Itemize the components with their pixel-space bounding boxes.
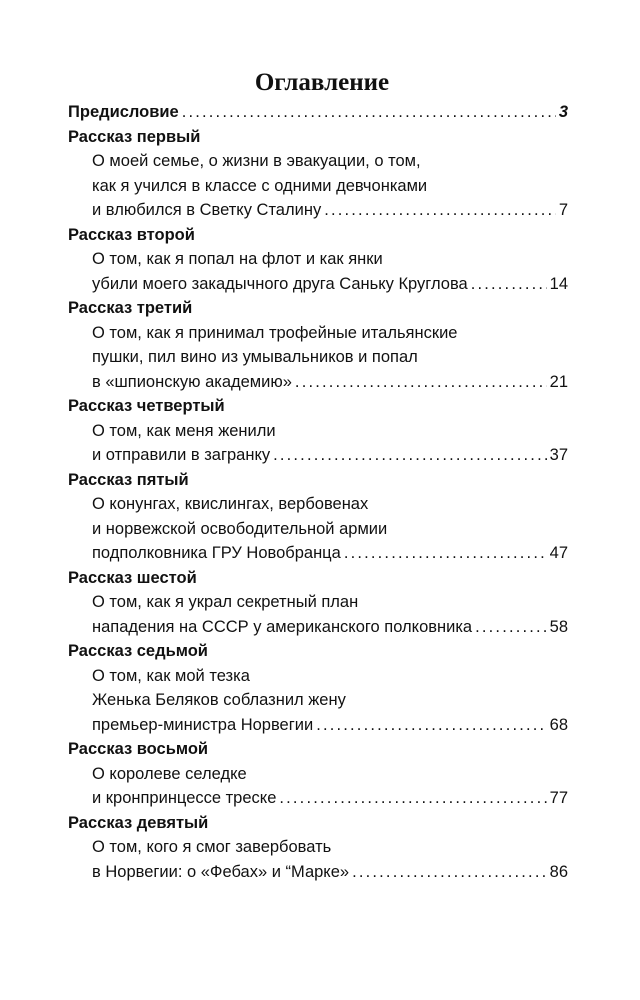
- chapter-heading: Рассказ седьмой: [68, 642, 208, 660]
- chapter-description-line: Женька Беляков соблазнил жену: [92, 691, 346, 709]
- chapter-heading: Рассказ шестой: [68, 568, 197, 587]
- chapter-description-line: пушки, пил вино из умывальников и попал: [92, 348, 418, 366]
- chapter-description-last-line: [68, 786, 568, 811]
- toc-entry-preface: [68, 100, 568, 125]
- chapter-heading: Рассказ первый: [68, 127, 201, 146]
- chapter-heading: Рассказ девятый: [68, 813, 209, 832]
- page-number: 68: [549, 715, 568, 734]
- dot-leader: [471, 272, 547, 297]
- chapter-heading: Рассказ пятый: [68, 470, 189, 489]
- chapter-description-text: в Норвегии: о «Фебах» и “Марке»: [92, 862, 350, 881]
- chapter-description-text: в «шпионскую академию»: [92, 372, 292, 391]
- chapter-description-line: О конунгах, квислингах, вербовенах: [92, 495, 369, 513]
- chapter-heading: Рассказ четвертый: [68, 397, 225, 415]
- dot-leader: [295, 370, 547, 395]
- chapter-heading: Рассказ второй: [68, 225, 195, 244]
- page-title: Оглавление: [254, 69, 390, 96]
- page-number: 3: [558, 103, 568, 121]
- chapter-description-text: нападения на СССР у американского полковника: [92, 617, 473, 636]
- chapter-description-last-line: [68, 198, 568, 223]
- dot-leader: [279, 786, 546, 811]
- chapter-description-last-line: [68, 713, 568, 738]
- chapter-description-last-line: [68, 860, 568, 885]
- page-number: 21: [549, 372, 568, 391]
- dot-leader: [352, 860, 547, 885]
- dot-leader: [182, 100, 556, 125]
- chapter-description-text: и отправили в загранку: [92, 446, 271, 464]
- dot-leader: [344, 541, 547, 566]
- page-number: 86: [549, 862, 568, 881]
- toc-entries: [68, 100, 568, 884]
- chapter-description-text: премьер-министра Норвегии: [92, 715, 314, 734]
- page-number: 14: [549, 274, 568, 293]
- chapter-description-line: и норвежской освободительной армии: [92, 519, 388, 538]
- dot-leader: [316, 713, 546, 738]
- chapter-description-last-line: [68, 272, 568, 297]
- entry-label: Предисловие: [68, 103, 179, 121]
- page-number: 37: [549, 446, 568, 464]
- chapter-description-line: О том, кого я смог завербовать: [92, 838, 332, 856]
- chapter-description-line: О моей семье, о жизни в эвакуации, о том,: [92, 152, 421, 170]
- dot-leader: [324, 198, 556, 223]
- chapter-description-text: и влюбился в Светку Сталину: [92, 201, 322, 219]
- chapter-heading: Рассказ третий: [68, 299, 193, 317]
- page-number: 47: [549, 544, 568, 562]
- chapter-description-text: и кронпринцессе треске: [92, 789, 277, 807]
- page-number: 77: [549, 789, 568, 807]
- chapter-description-line: как я учился в классе с одними девчонками: [92, 176, 428, 195]
- chapter-description-line: О том, как мой тезка: [92, 666, 250, 685]
- page-number: 7: [558, 201, 568, 219]
- chapter-description-line: О том, как меня женили: [92, 421, 276, 440]
- chapter-description-text: подполковника ГРУ Новобранца: [92, 544, 341, 562]
- chapter-description-line: О том, как я принимал трофейные итальянские: [92, 323, 458, 342]
- dot-leader: [273, 443, 547, 468]
- chapter-description-last-line: [68, 443, 568, 468]
- page-number: 58: [549, 617, 568, 636]
- chapter-description-text: убили моего закадычного друга Саньку Круглова: [92, 274, 468, 293]
- table-of-contents: [68, 66, 568, 884]
- chapter-description-last-line: [68, 541, 568, 566]
- chapter-description-last-line: [68, 370, 568, 395]
- chapter-description-line: О королеве селедке: [92, 764, 247, 783]
- chapter-description-line: О том, как я попал на флот и как янки: [92, 250, 383, 268]
- dot-leader: [475, 615, 547, 640]
- chapter-description-line: О том, как я украл секретный план: [92, 593, 359, 611]
- chapter-heading: Рассказ восьмой: [68, 740, 209, 758]
- chapter-description-last-line: [68, 615, 568, 640]
